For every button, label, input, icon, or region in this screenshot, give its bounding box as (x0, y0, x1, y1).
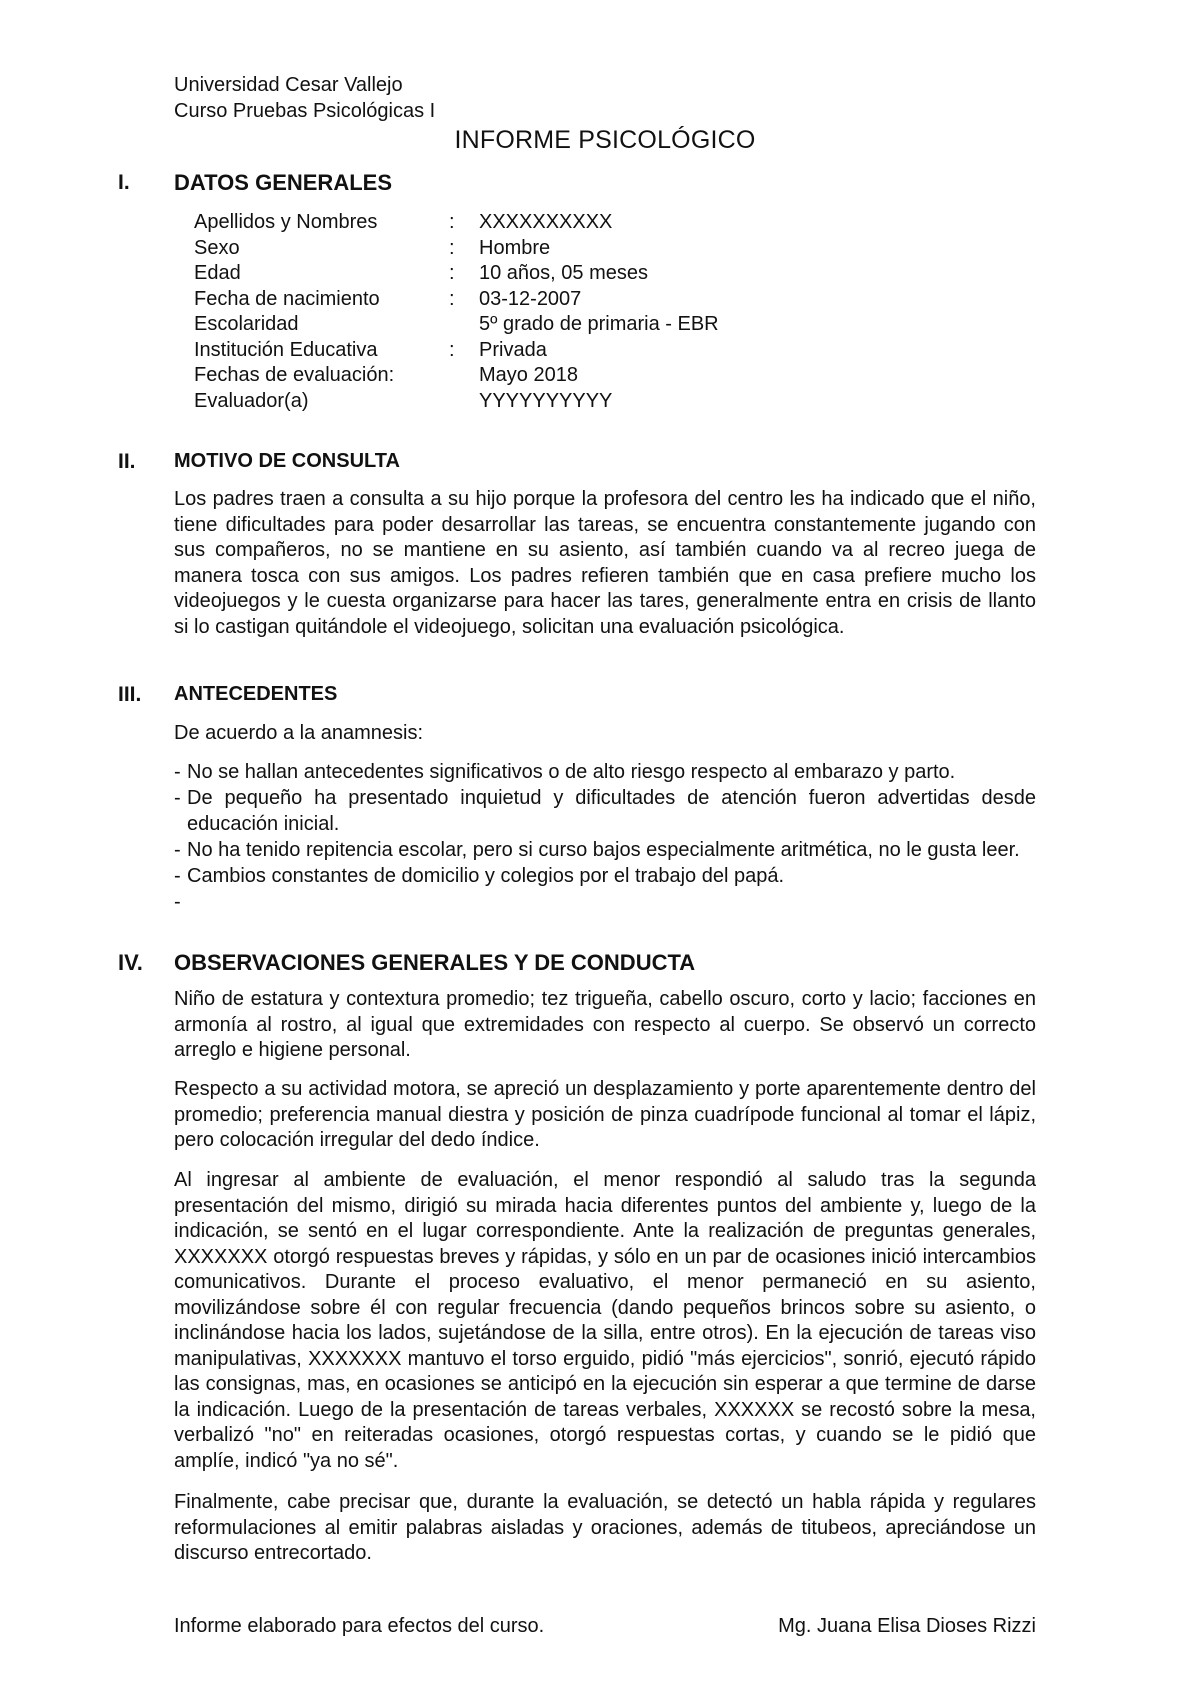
section-1-number: I. (118, 171, 130, 194)
data-row-fecha-nacimiento (194, 287, 894, 313)
data-row-sexo (194, 236, 894, 262)
data-row-institucion (194, 338, 894, 364)
data-value: Mayo 2018 (479, 364, 578, 386)
footer-author: Mg. Juana Elisa Dioses Rizzi (778, 1615, 1036, 1637)
course-name: Curso Pruebas Psicológicas I (174, 100, 436, 122)
data-colon: : (449, 262, 455, 284)
observaciones-paragraph-3: Al ingresar al ambiente de evaluación, el menor respondió al saludo tras la segunda presentación del mismo, dirigió su mirada hacia diferentes puntos del ambiente y, luego de la indicación, se sentó en el lugar correspondiente. Ante la realización de preguntas generales, XXXXXXX otorgó respuestas breves y rápidas, y sólo en un par de ocasiones inició intercambios comunicativos. Durante el proceso evaluativo, el menor permaneció en su asiento, movilizándose sobre él con regular frecuencia (dando pequeños brincos sobre su asiento, o inclinándose hacia los lados, sujetándose de la silla, entre otros). En la ejecución de tareas viso manipulativas, XXXXXXX mantuvo el torso erguido, pidió "más ejercicios", sonrió, ejecutó rápido las consignas, mas, en ocasiones se anticipó en la ejecución sin esperar a que termine de darse la indicación. Luego de la presentación de tareas verbales, XXXXXX se recostó sobre la mesa, verbalizó "no" en reiteradas ocasiones, otorgó respuestas cortas, y cuando se le pidió que amplíe, indicó "ya no sé". (174, 1169, 1036, 1472)
data-colon: : (449, 211, 455, 233)
section-3-title: ANTECEDENTES (174, 683, 338, 705)
data-value: Hombre (479, 236, 551, 259)
report-title: INFORME PSICOLÓGICO (454, 126, 756, 154)
university-name: Universidad Cesar Vallejo (174, 74, 403, 96)
section-4-number: IV. (118, 950, 143, 975)
data-row-evaluador (194, 389, 894, 415)
motivo-paragraph: Los padres traen a consulta a su hijo porque la profesora del centro les ha indicado que el niño, tiene dificultades para poder desarrollar las tareas, se encuentra constantemente jugando con sus compañeros, no se mantiene en su asiento, así también cuando va al recreo juega de manera tosca con sus amigos. Los padres refieren también que en casa prefiere mucho los videojuegos y le cuesta organizarse para hacer las tares, generalmente entra en crisis de llanto si lo castigan quitándole el videojuego, solicitan una evaluación psicológica. (174, 488, 1036, 638)
list-item: - No se hallan antecedentes significativos o de alto riesgo respecto al embarazo y parto. (174, 759, 1036, 785)
data-label: Evaluador(a) (194, 389, 309, 412)
data-label: Fecha de nacimiento (194, 287, 380, 310)
data-label: Escolaridad (194, 313, 299, 335)
data-value: 03-12-2007 (479, 287, 582, 310)
data-row-nombres (194, 210, 894, 236)
section-3-number: III. (118, 683, 142, 706)
list-item: - No ha tenido repitencia escolar, pero si curso bajos especialmente aritmética, no le gusta leer. (174, 837, 1036, 863)
data-value: XXXXXXXXXX (479, 211, 613, 233)
data-label: Edad (194, 262, 241, 284)
data-value: 5º grado de primaria - EBR (479, 313, 719, 335)
data-label: Sexo (194, 236, 240, 259)
list-item: - De pequeño ha presentado inquietud y dificultades de atención fueron advertidas desde educación inicial. (174, 785, 1036, 837)
general-data-table (194, 210, 894, 414)
observaciones-paragraph-4: Finalmente, cabe precisar que, durante la evaluación, se detectó un habla rápida y regulares reformulaciones al emitir palabras aisladas y oraciones, además de titubeos, apreciándose un discurso entrecortado. (174, 1491, 1036, 1564)
antecedentes-intro: De acuerdo a la anamnesis: (174, 722, 424, 744)
antecedentes-list (174, 759, 1036, 907)
data-label: Apellidos y Nombres (194, 211, 378, 233)
data-value: Privada (479, 338, 547, 361)
section-2-number: II. (118, 450, 136, 473)
data-colon: : (449, 236, 455, 259)
data-colon: : (449, 338, 455, 361)
data-label: Fechas de evaluación: (194, 364, 395, 386)
section-2-title: MOTIVO DE CONSULTA (174, 450, 400, 472)
section-1-title: DATOS GENERALES (174, 170, 392, 195)
data-row-edad (194, 261, 894, 287)
data-colon: : (449, 287, 455, 310)
data-label: Institución Educativa (194, 338, 378, 361)
data-value: YYYYYYYYYY (479, 389, 613, 412)
data-row-escolaridad (194, 312, 894, 338)
data-row-fechas-evaluacion (194, 363, 894, 389)
section-4-title: OBSERVACIONES GENERALES Y DE CONDUCTA (174, 950, 696, 975)
list-item (174, 889, 1036, 907)
data-value: 10 años, 05 meses (479, 262, 648, 284)
list-item: - Cambios constantes de domicilio y colegios por el trabajo del papá. (174, 863, 1036, 889)
footer-note: Informe elaborado para efectos del curso. (174, 1615, 545, 1637)
observaciones-paragraph-1: Niño de estatura y contextura promedio; tez trigueña, cabello oscuro, corto y lacio; facciones en armonía al rostro, al igual que extremidades con respecto al cuerpo. Se observó un correcto arreglo e higiene personal. (174, 988, 1036, 1061)
observaciones-paragraph-2: Respecto a su actividad motora, se apreció un desplazamiento y porte aparentemente dentro del promedio; preferencia manual diestra y posición de pinza cuadrípode funcional al tomar el lápiz, pero colocación irregular del dedo índice. (174, 1078, 1036, 1151)
